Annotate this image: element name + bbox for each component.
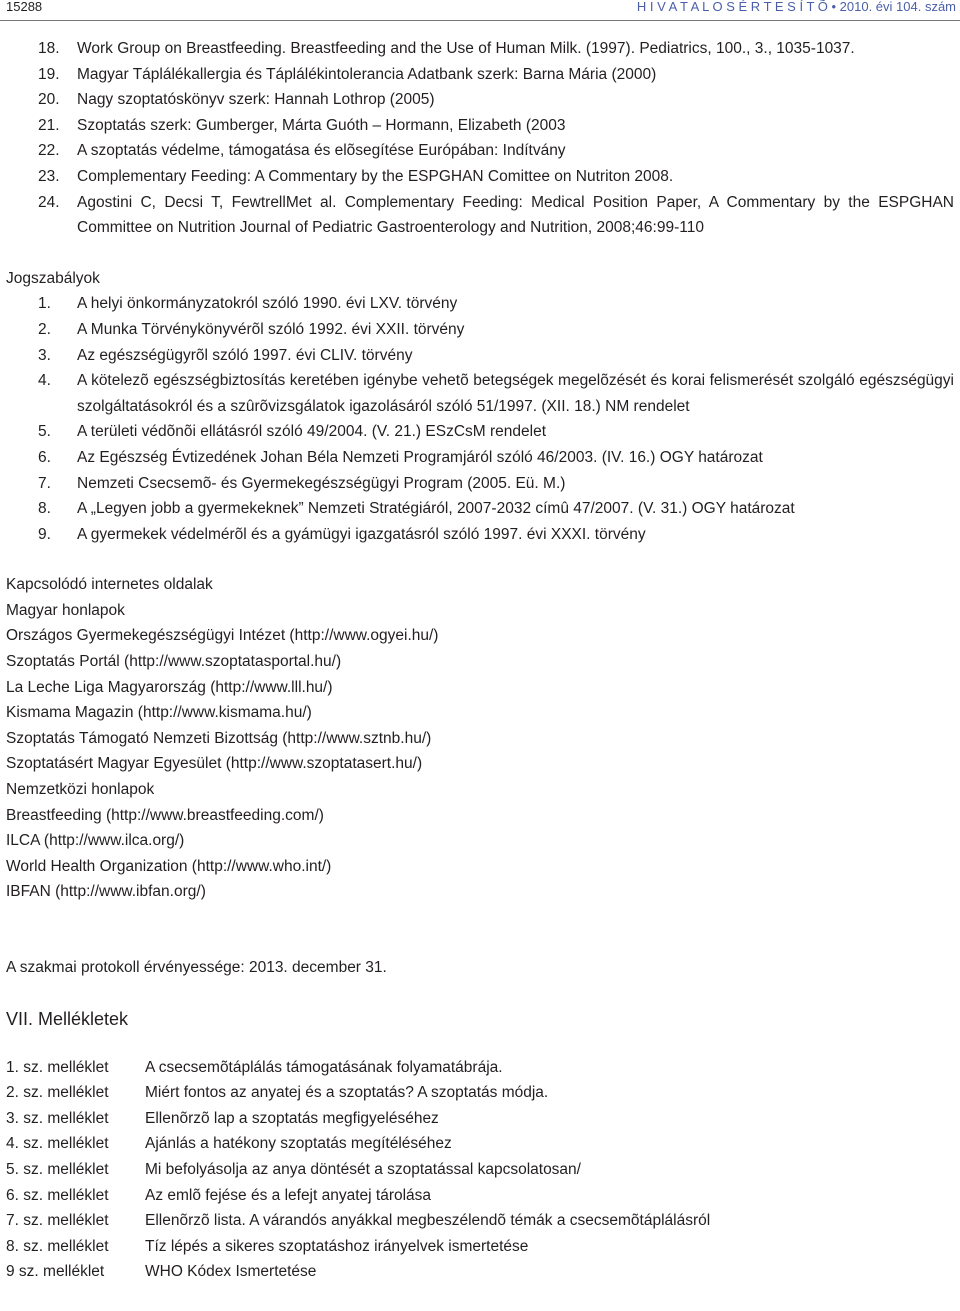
list-item [0, 419, 960, 445]
attachment-number: 7. sz. melléklet [6, 1212, 109, 1230]
website-link: IBFAN (http://www.ibfan.org/) [6, 883, 206, 901]
list-item [0, 190, 960, 241]
item-number: 19. [38, 65, 60, 83]
list-item [0, 62, 960, 88]
item-number: 24. [38, 193, 60, 211]
item-text: A helyi önkormányzatokról szóló 1990. évi LXV. törvény [77, 295, 458, 313]
item-text: Szoptatás szerk: Gumberger, Márta Guóth – Hormann, Elizabeth (2003 [77, 116, 566, 134]
page-content [0, 36, 960, 1285]
attachment-row [0, 1234, 960, 1260]
list-item [0, 496, 960, 522]
international-links-heading: Nemzetközi honlapok [6, 781, 155, 799]
list-item [0, 368, 960, 419]
item-number: 23. [38, 167, 60, 185]
list-item [0, 36, 960, 62]
journal-title: H I V A T A L O S É R T E S Í T Õ • 2010. évi 104. szám [636, 0, 956, 14]
item-text: Magyar Táplálékallergia és Táplálékintolerancia Adatbank szerk: Barna Mária (2000) [77, 65, 657, 83]
item-number: 1. [38, 295, 51, 313]
list-item [0, 317, 960, 343]
item-number: 9. [38, 525, 51, 543]
attachment-title: Az emlõ fejése és a lefejt anyatej tárolása [145, 1186, 432, 1204]
attachment-title: WHO Kódex Ismertetése [145, 1263, 317, 1281]
list-item [0, 138, 960, 164]
website-link: ILCA (http://www.ilca.org/) [6, 832, 185, 850]
website-link: Szoptatás Támogató Nemzeti Bizottság (http://www.sztnb.hu/) [6, 729, 432, 747]
list-item [0, 343, 960, 369]
protocol-validity: A szakmai protokoll érvényessége: 2013. december 31. [6, 959, 387, 976]
item-number: 4. [38, 372, 51, 390]
reference-list [0, 36, 960, 241]
website-link: Breastfeeding (http://www.breastfeeding.com/) [6, 806, 324, 824]
attachment-title: Mi befolyásolja az anya döntését a szoptatással kapcsolatosan/ [145, 1160, 581, 1178]
laws-list [0, 291, 960, 547]
attachments-title: VII. Mellékletek [6, 1008, 129, 1029]
item-number: 7. [38, 474, 51, 492]
list-item [0, 445, 960, 471]
item-text: A gyermekek védelmérõl és a gyámügyi igazgatásról szóló 1997. évi XXXI. törvény [77, 525, 646, 543]
attachment-row [0, 1055, 960, 1081]
list-item [0, 113, 960, 139]
item-number: 8. [38, 500, 51, 518]
hungarian-links-list [0, 623, 960, 777]
item-text: Nagy szoptatóskönyv szerk: Hannah Lothrop (2005) [77, 91, 435, 109]
attachment-number: 2. sz. melléklet [6, 1084, 109, 1102]
attachment-row [0, 1259, 960, 1285]
item-number: 2. [38, 320, 51, 338]
item-number: 6. [38, 448, 51, 466]
attachment-row [0, 1080, 960, 1106]
item-text: Complementary Feeding: A Commentary by the ESPGHAN Comittee on Nutriton 2008. [77, 167, 674, 185]
attachment-row [0, 1183, 960, 1209]
item-text: Az egészségügyrõl szóló 1997. évi CLIV. törvény [77, 346, 413, 364]
item-text: A Munka Törvénykönyvérõl szóló 1992. évi XXII. törvény [77, 320, 465, 338]
item-number: 20. [38, 91, 60, 109]
item-text: Az Egészség Évtizedének Johan Béla Nemzeti Programjáról szóló 46/2003. (IV. 16.) OGY határozat [77, 448, 763, 466]
attachments-list [0, 1055, 960, 1285]
item-number: 21. [38, 116, 60, 134]
international-links-list [0, 803, 960, 905]
list-item [0, 522, 960, 548]
attachment-row [0, 1157, 960, 1183]
attachment-title: Ellenõrzõ lista. A várandós anyákkal megbeszélendõ témák a csecsemõtáplálásról [145, 1212, 711, 1230]
attachment-row [0, 1131, 960, 1157]
item-number: 18. [38, 40, 60, 57]
item-text: A „Legyen jobb a gyermekeknek” Nemzeti Stratégiáról, 2007-2032 címû 47/2007. (V. 31.) OGY határozat [77, 500, 795, 518]
item-text: Work Group on Breastfeeding. Breastfeeding and the Use of Human Milk. (1997). Pediatrics, 100., 3., 1035-1037. [77, 40, 855, 57]
links-heading: Kapcsolódó internetes oldalak [6, 576, 213, 594]
attachment-title: A csecsemõtáplálás támogatásának folyamatábrája. [145, 1058, 503, 1076]
attachment-title: Ajánlás a hatékony szoptatás megítéléséhez [145, 1135, 452, 1153]
attachment-title: Ellenõrzõ lap a szoptatás megfigyeléséhez [145, 1109, 439, 1127]
attachment-title: Tíz lépés a sikeres szoptatáshoz irányelvek ismertetése [145, 1237, 529, 1255]
website-link: La Leche Liga Magyarország (http://www.lll.hu/) [6, 678, 333, 696]
attachment-title: Miért fontos az anyatej és a szoptatás? A szoptatás módja. [145, 1084, 549, 1102]
website-link: Szoptatás Portál (http://www.szoptatasportal.hu/) [6, 653, 342, 671]
website-link: Kismama Magazin (http://www.kismama.hu/) [6, 704, 312, 722]
website-link: Szoptatásért Magyar Egyesület (http://www.szoptatasert.hu/) [6, 755, 423, 773]
attachment-number: 8. sz. melléklet [6, 1237, 109, 1255]
attachment-number: 3. sz. melléklet [6, 1109, 109, 1127]
hungarian-links-heading: Magyar honlapok [6, 601, 125, 619]
attachment-row [0, 1106, 960, 1132]
item-text: A kötelezõ egészségbiztosítás keretében igénybe vehetõ betegségek megelõzését és korai felismerését szolgáló egészségügyi szolgáltatásokról és a szûrõvizsgálatok igazolásáról szóló 51/1997. (XII. 18.) NM rendelet [77, 372, 954, 415]
website-link: World Health Organization (http://www.who.int/) [6, 857, 332, 875]
list-item [0, 471, 960, 497]
attachment-number: 4. sz. melléklet [6, 1135, 109, 1153]
website-link: Országos Gyermekegészségügyi Intézet (http://www.ogyei.hu/) [6, 627, 439, 645]
page-number: 15288 [6, 0, 43, 14]
attachment-number: 9 sz. melléklet [6, 1263, 105, 1281]
item-text: A szoptatás védelme, támogatása és elõsegítése Európában: Indítvány [77, 142, 566, 160]
list-item [0, 87, 960, 113]
attachment-row [0, 1208, 960, 1234]
list-item [0, 164, 960, 190]
attachment-number: 6. sz. melléklet [6, 1186, 109, 1204]
laws-heading: Jogszabályok [6, 269, 100, 287]
item-text: Nemzeti Csecsemõ- és Gyermekegészségügyi Program (2005. Eü. M.) [77, 474, 566, 492]
item-number: 3. [38, 346, 51, 364]
page-header [0, 0, 960, 20]
item-text: A területi védõnõi ellátásról szóló 49/2004. (V. 21.) ESzCsM rendelet [77, 423, 546, 441]
item-number: 5. [38, 423, 51, 441]
attachment-number: 1. sz. melléklet [6, 1058, 109, 1076]
list-item [0, 291, 960, 317]
item-text: Agostini C, Decsi T, FewtrellMet al. Complementary Feeding: Medical Position Paper, A Commentary by the ESPGHAN Committee on Nutrition Journal of Pediatric Gastroenterology and Nutrition, 2008;46:99-110 [77, 193, 954, 237]
attachment-number: 5. sz. melléklet [6, 1160, 109, 1178]
item-number: 22. [38, 142, 60, 160]
header-rule [0, 20, 960, 21]
